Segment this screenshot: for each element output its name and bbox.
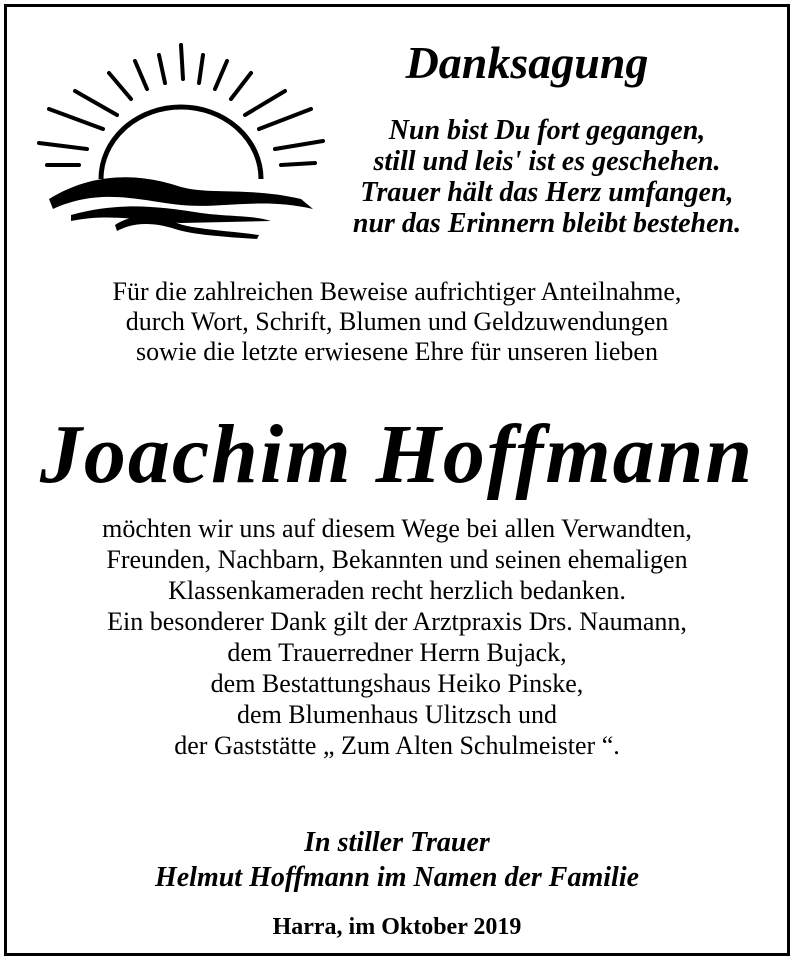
text-line: dem Blumenhaus Ulitzsch und	[237, 700, 557, 729]
body-text	[7, 513, 787, 761]
text-line: Ein besonderer Dank gilt der Arztpraxis Drs. Naumann,	[107, 607, 687, 636]
text-line: sowie die letzte erwiesene Ehre für unseren lieben	[136, 337, 658, 366]
poem	[325, 115, 769, 239]
deceased-name: Joachim Hoffmann	[39, 408, 755, 501]
text-line: Klassenkameraden recht herzlich bedanken.	[168, 576, 626, 605]
text-line: Freunden, Nachbarn, Bekannten und seinen ehemaligen	[106, 545, 688, 574]
text-line: möchten wir uns auf diesem Wege bei allen Verwandten,	[102, 514, 692, 543]
page-title: Danksagung	[405, 37, 649, 88]
text-line: dem Trauerredner Herrn Bujack,	[227, 638, 567, 667]
signature	[7, 825, 787, 895]
intro-text	[7, 277, 787, 367]
sunset-over-hills-icon	[31, 37, 331, 252]
poem-line: Trauer hält das Herz umfangen,	[360, 177, 734, 208]
signature-line: Helmut Hoffmann im Namen der Familie	[154, 862, 640, 893]
text-line: der Gaststätte „ Zum Alten Schulmeister “.	[174, 731, 620, 760]
poem-line: still und leis' ist es geschehen.	[373, 146, 721, 177]
text-line: Für die zahlreichen Beweise aufrichtiger Anteilnahme,	[112, 277, 682, 306]
text-line: durch Wort, Schrift, Blumen und Geldzuwendungen	[125, 307, 669, 336]
poem-line: Nun bist Du fort gegangen,	[388, 115, 706, 146]
signature-line: In stiller Trauer	[304, 827, 490, 858]
text-line: dem Bestattungshaus Heiko Pinske,	[210, 669, 584, 698]
poem-line: nur das Erinnern bleibt bestehen.	[352, 208, 742, 239]
place-date: Harra, im Oktober 2019	[272, 914, 522, 940]
obituary-card	[4, 4, 790, 956]
